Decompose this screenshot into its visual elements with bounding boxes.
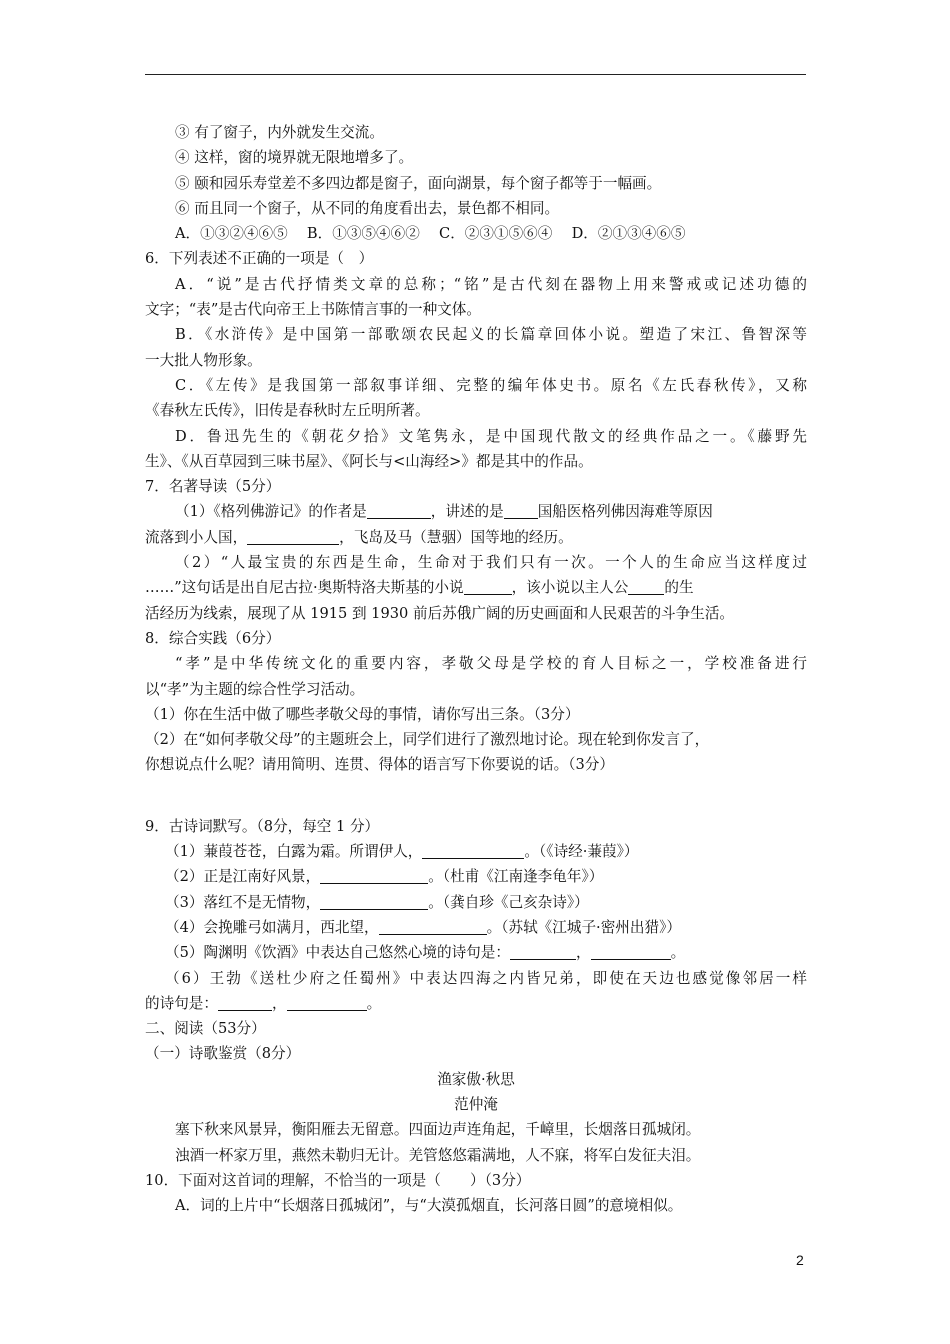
answer-blank[interactable]: [320, 892, 428, 910]
page-number: 2: [796, 1252, 804, 1268]
section-2-title: 二、阅读（53分）: [145, 1020, 266, 1038]
question-8-title: 8．综合实践（6分）: [145, 629, 281, 647]
q10-option-a: A．词的上片中“长烟落日孤城闭”，与“大漠孤烟直，长河落日圆”的意境相似。: [175, 1197, 683, 1215]
q6-option-b: B．《水浒传》是中国第一部歌颂农民起义的长篇章回体小说。塑造了宋江、鲁智深等: [175, 326, 807, 344]
q6-option-a-cont: 文字；“表”是古代向帝王上书陈情言事的一种文体。: [145, 301, 481, 319]
q9-item-4: （4）会挽雕弓如满月，西北望， 。（苏轼《江城子·密州出猎》）: [165, 918, 681, 936]
question-10-title: 10．下面对这首词的理解，不恰当的一项是（ ）（3分）: [145, 1171, 531, 1189]
q8-part-1: （1）你在生活中做了哪些孝敬父母的事情，请你写出三条。（3分）: [145, 705, 580, 723]
answer-blank[interactable]: [504, 501, 538, 519]
q9-item-5: （5）陶渊明《饮酒》中表达自己悠然心境的诗句是： ， 。: [165, 944, 686, 962]
answer-blank[interactable]: [422, 841, 524, 859]
option-line-4: ④ 这样，窗的境界就无限地增多了。: [175, 149, 414, 167]
q9-item-1: （1）蒹葭苍苍，白露为霜。所谓伊人， 。（《诗经·蒹葭》）: [165, 843, 639, 861]
q9-item-6: （6）王勃《送杜少府之任蜀州》中表达四海之内皆兄弟，即使在天边也感觉像邻居一样: [165, 969, 807, 987]
answer-blank[interactable]: [287, 993, 367, 1011]
answer-blank[interactable]: [591, 942, 671, 960]
option-line-6: ⑥ 而且同一个窗子，从不同的角度看出去，景色都不相同。: [175, 199, 560, 217]
q8-intro-cont: 以“孝”为主题的综合性学习活动。: [145, 680, 365, 698]
subsection-title: （一）诗歌鉴赏（8分）: [145, 1045, 301, 1063]
q9-item-2: （2）正是江南好风景， 。（杜甫《江南逢李龟年》）: [165, 868, 604, 886]
q7-part-2-cont2: 活经历为线索，展现了从 1915 到 1930 前后苏俄广阔的历史画面和人民艰苦的斗争生活。: [145, 604, 735, 622]
q7-part-1: （1）《格列佛游记》的作者是 ，讲述的是 国船医格列佛因海难等原因: [175, 503, 713, 521]
answer-space: [145, 778, 807, 814]
q6-option-c: C．《左传》是我国第一部叙事详细、完整的编年体史书。原名《左氏春秋传》，又称: [175, 376, 807, 394]
q8-intro: “孝”是中华传统文化的重要内容，孝敬父母是学校的育人目标之一，学校准备进行: [175, 655, 807, 673]
q7-part-2: （2）“人最宝贵的东西是生命，生命对于我们只有一次。一个人的生命应当这样度过: [175, 554, 807, 572]
answer-blank[interactable]: [379, 917, 487, 935]
header-rule: [145, 74, 806, 75]
q8-part-2: （2）在“如何孝敬父母”的主题班会上，同学们进行了激烈地讨论。现在轮到你发言了，: [145, 731, 710, 749]
option-line-3: ③ 有了窗子，内外就发生交流。: [175, 124, 384, 141]
q6-option-b-cont: 一大批人物形象。: [145, 351, 262, 369]
q6-option-c-cont: 《春秋左氏传》，旧传是春秋时左丘明所著。: [145, 402, 430, 420]
q6-option-a: A．“说”是古代抒情类文章的总称；“铭”是古代刻在器物上用来警戒或记述功德的: [175, 275, 807, 293]
answer-blank[interactable]: [320, 866, 428, 884]
question-9-title: 9．古诗词默写。（8分，每空 1 分）: [145, 817, 380, 835]
answer-blank[interactable]: [510, 942, 576, 960]
q7-part-2-cont: ……”这句话是出自尼古拉·奥斯特洛夫斯基的小说 ，该小说以主人公 的生: [145, 579, 694, 597]
poem-line-2: 浊酒一杯家万里，燕然未勒归无计。羌管悠悠霜满地，人不寐，将军白发征夫泪。: [175, 1146, 701, 1164]
q8-part-2-cont: 你想说点什么呢？请用简明、连贯、得体的语言写下你要说的话。（3分）: [145, 756, 614, 774]
document-body: [145, 120, 807, 1218]
q6-option-d-cont: 生》、《从百草园到三味书屋》、《阿长与<山海经>》都是其中的作品。: [145, 452, 593, 470]
answer-blank[interactable]: [247, 527, 339, 545]
answer-choices: A．①③②④⑥⑤ B．①③⑤④⑥② C．②③①⑤⑥④ D．②①③④⑥⑤: [175, 225, 686, 243]
question-7-title: 7．名著导读（5分）: [145, 478, 281, 496]
answer-blank[interactable]: [464, 577, 512, 595]
question-6-title: 6．下列表述不正确的一项是（ ）: [145, 250, 374, 268]
answer-blank[interactable]: [218, 993, 272, 1011]
option-line-5: ⑤ 颐和园乐寿堂差不多四边都是窗子，面向湖景，每个窗子都等于一幅画。: [175, 174, 662, 192]
poem-line-1: 塞下秋来风景异，衡阳雁去无留意。四面边声连角起，千嶂里，长烟落日孤城闭。: [175, 1121, 701, 1139]
answer-blank[interactable]: [367, 501, 431, 519]
q9-item-3: （3）落红不是无情物， 。（龚自珍《己亥杂诗》）: [165, 893, 589, 911]
poem-title: 渔家傲·秋思: [437, 1070, 515, 1088]
q9-item-6-cont: 的诗句是： ， 。: [145, 994, 382, 1012]
q6-option-d: D．鲁迅先生的《朝花夕拾》文笔隽永，是中国现代散文的经典作品之一。《藤野先: [175, 427, 807, 445]
answer-blank[interactable]: [628, 577, 664, 595]
poem-author: 范仲淹: [454, 1095, 498, 1113]
q7-part-1-cont: 流落到小人国， ，飞岛及马（慧骃）国等地的经历。: [145, 528, 573, 546]
